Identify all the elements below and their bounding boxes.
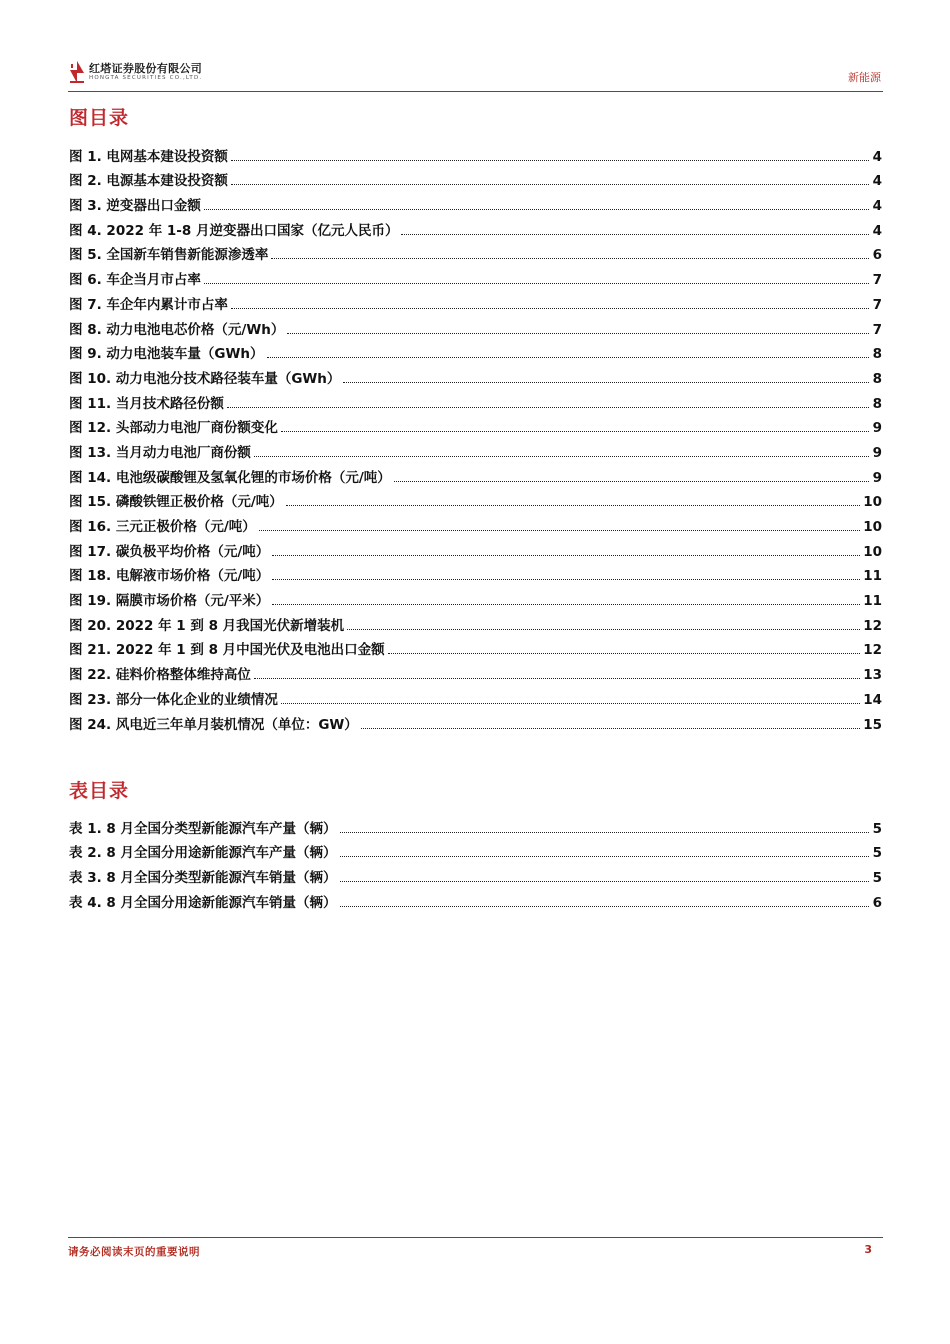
toc-entry-label: 图 23. 部分一体化企业的业绩情况 — [69, 691, 278, 708]
figure-index-entry[interactable] — [69, 141, 882, 166]
toc-entry-page: 10 — [863, 543, 882, 560]
figure-index-entry[interactable] — [69, 289, 882, 314]
dot-leader — [347, 629, 860, 630]
figure-index-entry[interactable] — [69, 462, 882, 487]
toc-entry-label: 图 20. 2022 年 1 到 8 月我国光伏新增装机 — [69, 617, 345, 634]
page-header — [68, 58, 883, 92]
toc-entry-label: 图 13. 当月动力电池厂商份额 — [69, 444, 251, 461]
table-index-entry[interactable] — [69, 838, 882, 863]
toc-entry-label: 图 16. 三元正极价格（元/吨） — [69, 519, 256, 535]
toc-entry-page: 7 — [872, 321, 882, 338]
toc-entry-label: 图 14. 电池级碳酸锂及氢氧化锂的市场价格（元/吨） — [69, 469, 391, 486]
dot-leader — [340, 832, 869, 833]
figure-index-entry[interactable] — [69, 166, 882, 191]
toc-entry-page: 11 — [863, 593, 882, 610]
figure-index-entry[interactable] — [69, 437, 882, 462]
figure-index-entry[interactable] — [69, 264, 882, 289]
table-index-entry[interactable] — [69, 813, 882, 838]
toc-entry-label: 图 18. 电解液市场价格（元/吨） — [69, 568, 270, 585]
toc-entry-label: 图 24. 风电近三年单月装机情况（单位：GW） — [69, 716, 358, 733]
dot-leader — [281, 431, 869, 432]
toc-entry-label: 图 17. 碳负极平均价格（元/吨） — [69, 543, 270, 560]
company-name-cn: 红塔证券股份有限公司 — [89, 62, 202, 75]
dot-leader — [227, 407, 869, 408]
figure-index-entry[interactable] — [69, 635, 882, 660]
toc-entry-page: 8 — [872, 346, 882, 363]
dot-leader — [394, 481, 869, 482]
toc-entry-label: 图 1. 电网基本建设投资额 — [69, 148, 228, 165]
hongta-logo-icon — [68, 60, 86, 84]
dot-leader — [254, 456, 869, 457]
company-name-en: HONGTA SECURITIES CO.,LTD. — [89, 75, 203, 81]
table-index-list — [69, 813, 882, 912]
dot-leader — [340, 881, 869, 882]
dot-leader — [272, 555, 860, 556]
figure-index-entry[interactable] — [69, 561, 882, 586]
toc-entry-page: 14 — [863, 691, 882, 708]
toc-entry-page: 15 — [863, 716, 882, 733]
dot-leader — [231, 308, 869, 309]
toc-entry-page: 10 — [863, 519, 882, 535]
header-divider — [68, 91, 883, 92]
toc-entry-label: 图 5. 全国新车销售新能源渗透率 — [69, 247, 269, 264]
figure-index-entry[interactable] — [69, 363, 882, 388]
toc-entry-label: 表 4. 8 月全国分用途新能源汽车销量（辆） — [69, 894, 337, 911]
toc-entry-page: 12 — [863, 617, 882, 634]
section-label: 新能源 — [848, 71, 881, 84]
toc-entry-page: 5 — [872, 845, 882, 862]
figure-index-entry[interactable] — [69, 314, 882, 339]
toc-entry-page: 7 — [872, 272, 882, 289]
dot-leader — [340, 856, 869, 857]
toc-entry-page: 6 — [872, 247, 882, 264]
company-logo — [68, 58, 228, 90]
toc-entry-page: 9 — [872, 469, 882, 486]
toc-entry-page: 6 — [872, 894, 882, 911]
toc-entry-page: 4 — [872, 148, 882, 165]
dot-leader — [401, 234, 869, 235]
toc-entry-page: 13 — [863, 667, 882, 684]
page-number: 3 — [864, 1243, 872, 1256]
toc-entry-label: 图 9. 动力电池装车量（GWh） — [69, 346, 264, 363]
toc-entry-label: 图 11. 当月技术路径份额 — [69, 395, 224, 412]
toc-entry-label: 表 2. 8 月全国分用途新能源汽车产量（辆） — [69, 845, 337, 862]
toc-entry-label: 图 21. 2022 年 1 到 8 月中国光伏及电池出口金额 — [69, 642, 385, 659]
figure-index-entry[interactable] — [69, 215, 882, 240]
figure-index-title: 图目录 — [69, 107, 130, 129]
toc-entry-page: 5 — [872, 820, 882, 837]
figure-index-entry[interactable] — [69, 659, 882, 684]
dot-leader — [286, 505, 860, 506]
table-index-entry[interactable] — [69, 887, 882, 912]
toc-entry-label: 图 8. 动力电池电芯价格（元/Wh） — [69, 321, 285, 338]
toc-entry-label: 图 22. 硅料价格整体维持高位 — [69, 667, 251, 684]
dot-leader — [388, 653, 861, 654]
toc-entry-page: 4 — [872, 222, 882, 239]
dot-leader — [231, 160, 869, 161]
toc-entry-page: 8 — [872, 370, 882, 387]
table-index-title: 表目录 — [69, 780, 130, 802]
figure-index-entry[interactable] — [69, 413, 882, 438]
dot-leader — [340, 906, 869, 907]
figure-index-entry[interactable] — [69, 684, 882, 709]
toc-entry-page: 8 — [872, 395, 882, 412]
toc-entry-label: 表 1. 8 月全国分类型新能源汽车产量（辆） — [69, 820, 337, 837]
toc-entry-label: 图 2. 电源基本建设投资额 — [69, 173, 228, 190]
toc-entry-page: 7 — [872, 296, 882, 313]
toc-entry-label: 图 6. 车企当月市占率 — [69, 272, 201, 289]
figure-index-entry[interactable] — [69, 487, 882, 512]
toc-entry-page: 5 — [872, 870, 882, 887]
footer-divider — [68, 1237, 883, 1238]
toc-entry-page: 12 — [863, 642, 882, 659]
dot-leader — [343, 382, 869, 383]
dot-leader — [254, 678, 860, 679]
dot-leader — [287, 333, 869, 334]
toc-entry-label: 图 19. 隔膜市场价格（元/平米） — [69, 593, 270, 610]
figure-index-entry[interactable] — [69, 709, 882, 734]
dot-leader — [204, 209, 869, 210]
figure-index-entry[interactable] — [69, 339, 882, 364]
table-index-entry[interactable] — [69, 862, 882, 887]
toc-entry-label: 图 3. 逆变器出口金额 — [69, 198, 201, 215]
figure-index-entry[interactable] — [69, 536, 882, 561]
footer-disclaimer: 请务必阅读末页的重要说明 — [68, 1246, 200, 1258]
figure-index-entry[interactable] — [69, 610, 882, 635]
figure-index-list — [69, 141, 882, 734]
toc-entry-page: 4 — [872, 173, 882, 190]
toc-entry-page: 10 — [863, 494, 882, 511]
dot-leader — [267, 357, 869, 358]
figure-index-entry[interactable] — [69, 388, 882, 413]
dot-leader — [231, 184, 869, 185]
dot-leader — [204, 283, 869, 284]
dot-leader — [272, 579, 860, 580]
toc-entry-page: 9 — [872, 420, 882, 437]
figure-index-entry[interactable] — [69, 240, 882, 265]
dot-leader — [361, 728, 860, 729]
dot-leader — [259, 530, 860, 531]
dot-leader — [281, 703, 860, 704]
toc-entry-label: 图 15. 磷酸铁锂正极价格（元/吨） — [69, 494, 283, 511]
toc-entry-label: 图 7. 车企年内累计市占率 — [69, 296, 228, 313]
dot-leader — [272, 604, 860, 605]
toc-entry-label: 图 12. 头部动力电池厂商份额变化 — [69, 420, 278, 437]
toc-entry-page: 11 — [863, 568, 882, 585]
figure-index-entry[interactable] — [69, 190, 882, 215]
dot-leader — [271, 258, 869, 259]
toc-entry-page: 4 — [872, 198, 882, 215]
figure-index-entry[interactable] — [69, 511, 882, 536]
figure-index-entry[interactable] — [69, 585, 882, 610]
toc-entry-label: 表 3. 8 月全国分类型新能源汽车销量（辆） — [69, 870, 337, 887]
toc-entry-label: 图 4. 2022 年 1-8 月逆变器出口国家（亿元人民币） — [69, 222, 399, 239]
toc-entry-label: 图 10. 动力电池分技术路径装车量（GWh） — [69, 370, 341, 387]
toc-entry-page: 9 — [872, 444, 882, 461]
